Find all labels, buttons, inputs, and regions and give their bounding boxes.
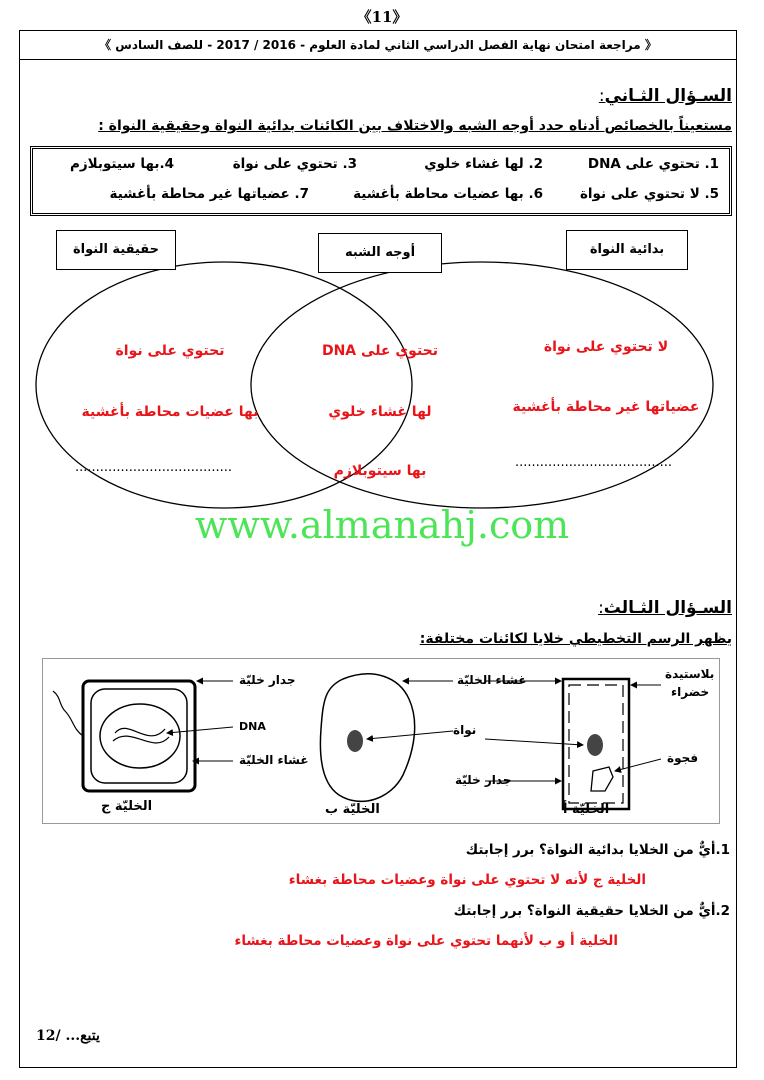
page-footer: يتبع... /12	[36, 1028, 100, 1044]
property-7: 7. عضياتها غير محاطة بأغشية	[109, 186, 309, 202]
question-2-title-text: السـؤال الثـاني	[604, 86, 732, 106]
property-2: 2. لها غشاء خلوي	[424, 156, 543, 172]
label-eukaryote: حقيقية النواة	[56, 230, 176, 270]
answer-3-2: الخلية أ و ب لأنهما تحتوي على نواة وعضيات محاطة بغشاء	[234, 933, 618, 949]
cell-c-label-membrane: غشاء الخليّة	[239, 753, 309, 767]
cell-a-label-chloroplast-2: خضراء	[671, 685, 710, 699]
cell-a-label-wall: جدار خليّة	[455, 773, 512, 787]
cell-a-drawing	[485, 679, 661, 809]
label-prokaryote: بدائية النواة	[566, 230, 688, 270]
property-3: 3. تحتوي على نواة	[232, 156, 357, 172]
property-4: 4.بها سيتوبلازم	[69, 156, 174, 172]
page-number: 《11》	[356, 8, 408, 26]
cell-a-name: الخليّة أ	[563, 802, 610, 817]
cell-b-label-membrane: غشاء الخليّة	[457, 673, 527, 687]
cell-c-label-dna: DNA	[239, 720, 266, 733]
question-3-2: 2.أيٌّ من الخلايا حقيقية النواة؟ برر إجابتك	[453, 903, 730, 919]
cell-b-label-nucleus: نواة	[453, 723, 477, 737]
answer-3-1: الخلية ج لأنه لا تحتوي على نواة وعضيات محاطة بغشاء	[288, 872, 646, 888]
question-3-title-text: السـؤال الثـالث	[603, 598, 732, 618]
similarity-answer-1: تحتوي على DNA	[321, 343, 439, 359]
property-1: 1. تحتوي على DNA	[587, 156, 719, 172]
question-2-instruction: مستعيناً بالخصائص أدناه حدد أوجه الشبه والاختلاف بين الكائنات بدائية النواة وحقيقية النواة :	[98, 118, 732, 134]
cell-c-drawing	[53, 681, 233, 791]
prokaryote-blank: ......................................	[515, 455, 673, 470]
property-6: 6. بها عضيات محاطة بأغشية	[353, 186, 543, 202]
question-3-instruction: يظهر الرسم التخطيطي خلايا لكائنات مختلفة:	[419, 631, 732, 647]
prokaryote-answer-1: لا تحتوي على نواة	[543, 339, 669, 355]
similarity-answer-3: بها سيتوبلازم	[333, 463, 427, 479]
cell-a-label-chloroplast-1: بلاستيدة	[665, 667, 715, 681]
cell-c-label-wall: جدار خليّة	[239, 673, 296, 687]
question-2-title: السـؤال الثـاني:	[598, 86, 732, 106]
label-similarities: أوجه الشبه	[318, 233, 442, 273]
property-5: 5. لا تحتوي على نواة	[579, 186, 719, 202]
cell-c-name: الخليّة ج	[101, 799, 153, 814]
properties-box	[30, 146, 732, 216]
watermark: www.almanahj.com	[194, 503, 570, 547]
prokaryote-answer-2: عضياتها غير محاطة بأغشية	[512, 399, 700, 415]
eukaryote-answer-2: بها عضيات محاطة بأغشية	[81, 404, 259, 420]
cell-a-label-vacuole: فجوة	[667, 751, 699, 765]
cells-diagram	[42, 658, 720, 824]
similarity-answer-2: لها غشاء خلوي	[328, 404, 432, 420]
cell-b-name: الخليّة ب	[325, 802, 380, 817]
question-3-1: 1.أيٌّ من الخلايا بدائية النواة؟ برر إجابتك	[465, 842, 730, 858]
venn-diagram	[0, 230, 764, 530]
eukaryote-answer-1: تحتوي على نواة	[115, 343, 225, 359]
cell-b-drawing	[320, 674, 453, 802]
question-3-title: السـؤال الثـالث:	[598, 598, 732, 618]
page-header: 《 مراجعة امتحان نهاية الفصل الدراسي الثاني لمادة العلوم - 2016 / 2017 - للصف السادس 》	[19, 30, 737, 60]
eukaryote-blank: ......................................	[75, 460, 233, 475]
